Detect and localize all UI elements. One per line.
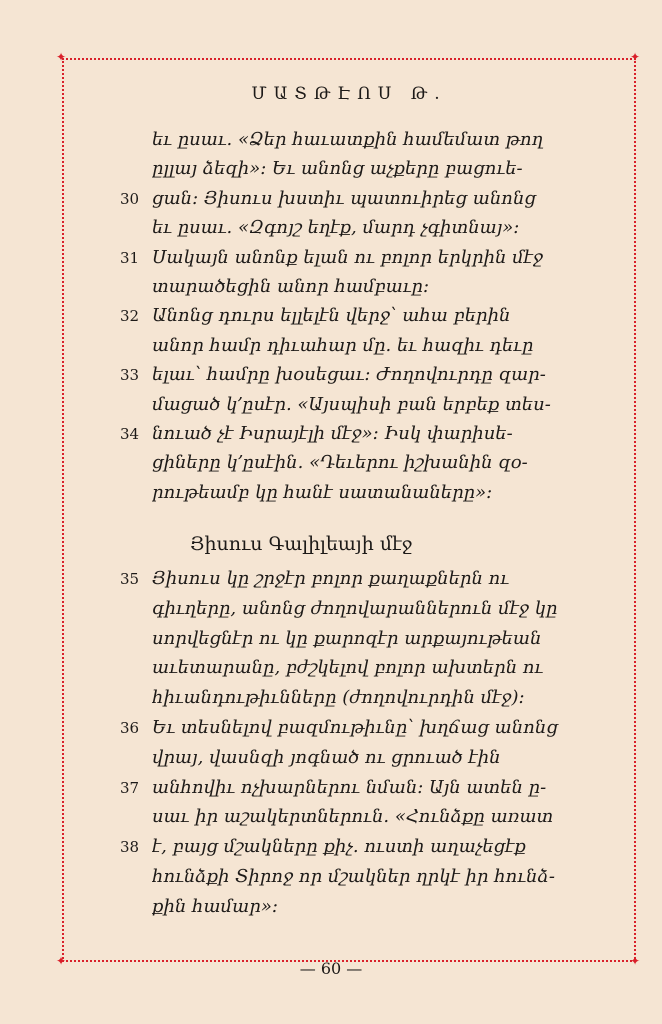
verse-number: 35 [120, 570, 140, 588]
verse-number: 36 [120, 719, 140, 737]
text-line: անհովիւ ոչխարներու նման: Այն ատեն ը- [152, 777, 547, 798]
corner-ornament: ✦ [630, 50, 641, 64]
text-line: եւ ըսաւ. «Ձեր հաւատքին համեմատ թող [152, 129, 544, 150]
running-header: ՄԱՏԹԷՈՍ Թ. [251, 84, 447, 104]
text-line: գիւղերը, անոնց ժողովարաններուն մէջ կը [152, 598, 558, 619]
verse-number: 33 [120, 366, 140, 384]
text-line: սաւ իր աշակերտներուն. «Հունձքը առատ [152, 806, 554, 827]
verse-number: 34 [120, 425, 140, 443]
text-line: ցիները կ՚ըսէին. «Դեւերու իշխանին զօ- [152, 452, 528, 473]
text-line: ելաւ՝ համրը խօսեցաւ: Ժողովուրդը զար- [152, 364, 546, 385]
corner-ornament: ✦ [56, 954, 67, 968]
text-line: եւ ըսաւ. «Զգոյշ եղէք, մարդ չգիտնայ»: [152, 217, 520, 238]
text-line: ցան: Յիսուս խստիւ պատուիրեց անոնց [152, 188, 536, 209]
text-line: քին համար»: [152, 896, 278, 917]
text-line: հունձքի Տիրոջ որ մշակներ ղրկէ իր հունձ- [152, 866, 555, 887]
text-line: նուած չէ Իսրայէլի մէջ»: Իսկ փարիսե- [152, 423, 513, 444]
verse-number: 31 [120, 249, 140, 267]
text-line: աւետարանը, բժշկելով բոլոր ախտերն ու [152, 657, 544, 678]
text-line: Յիսուս կը շրջէր բոլոր քաղաքներն ու [152, 568, 510, 589]
text-line: սորվեցնէր ու կը քարոզէր արքայութեան [152, 628, 542, 649]
corner-ornament: ✦ [56, 50, 67, 64]
text-line: անոր համր դիւահար մը. եւ հազիւ դեւը [152, 335, 534, 356]
verse-number: 32 [120, 307, 140, 325]
text-line: մացած կ՚ըսէր. «Այսպիսի բան երբեք տես- [152, 394, 551, 415]
text-line: հիւանդութիւնները (ժողովուրդին մէջ): [152, 687, 525, 708]
text-line: ըլլայ ձեզի»: Եւ անոնց աչքերը բացուե- [152, 158, 523, 179]
section-heading: Յիսուս Գալիլեայի մէջ [190, 533, 413, 555]
page-number: — 60 — [299, 959, 363, 978]
text-line: րութեամբ կը հանէ սատանաները»: [152, 482, 493, 503]
text-line: Անոնց դուրս ելլելէն վերջ՝ ահա բերին [152, 305, 511, 326]
text-line: տարածեցին անոր համբաւը: [152, 276, 430, 297]
text-line: Եւ տեսնելով բազմութիւնը՝ խղճաց անոնց [152, 717, 558, 738]
verse-number: 30 [120, 190, 140, 208]
text-line: է, բայց մշակները քիչ. ուստի աղաչեցէք [152, 836, 526, 857]
verse-number: 37 [120, 779, 140, 797]
verse-number: 38 [120, 838, 140, 856]
corner-ornament: ✦ [630, 954, 641, 968]
text-line: վրայ, վասնզի յոգնած ու ցրուած էին [152, 747, 501, 768]
text-line: Սակայն անոնք ելան ու բոլոր երկրին մէջ [152, 247, 544, 268]
